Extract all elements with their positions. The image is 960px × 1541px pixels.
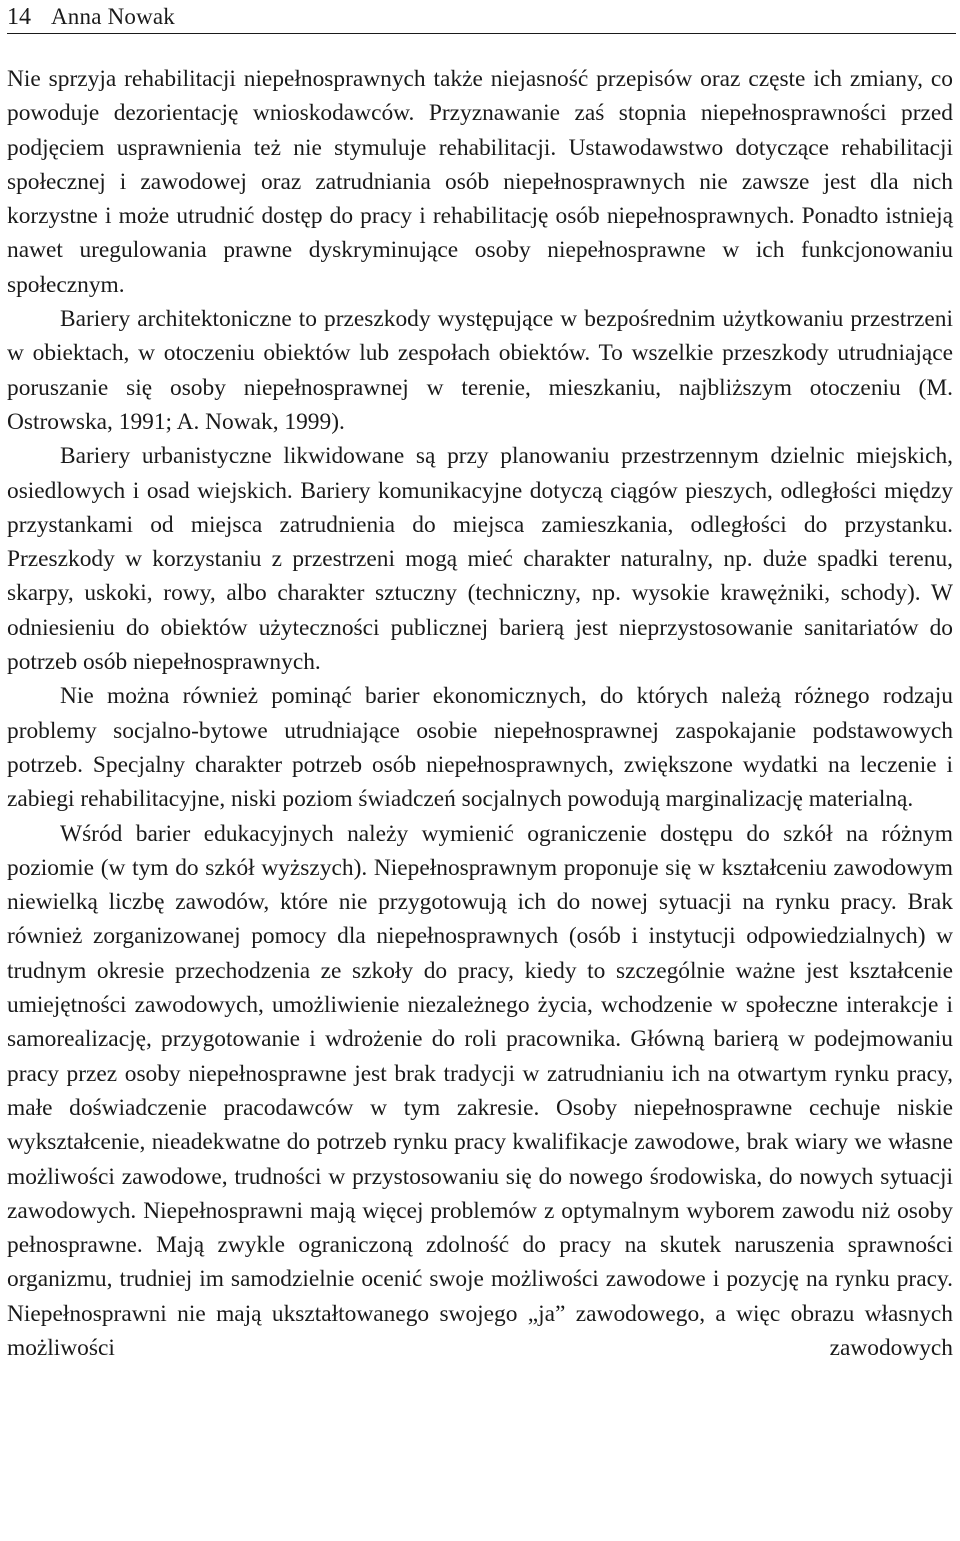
body-text: [7, 62, 953, 1365]
paragraph: Nie sprzyja rehabilitacji niepełnosprawnych także niejasność przepisów oraz częste ich zmiany, co powoduje dezorientację wnioskodawców. Przyznawanie zaś stopnia niepełnosprawności przed podjęciem usprawnienia też nie stymuluje rehabilitacji. Ustawodawstwo dotyczące rehabilitacji społecznej i zawodowej oraz zatrudniania osób niepełnosprawnych nie zawsze jest dla nich korzystne i może utrudnić dostęp do pracy i rehabilitację osób niepełnosprawnych. Ponadto istnieją nawet uregulowania prawne dyskryminujące osoby niepełnosprawne w ich funkcjonowaniu społecznym.: [7, 66, 953, 298]
running-header: [7, 0, 956, 34]
paragraph: Bariery architektoniczne to przeszkody występujące w bezpośrednim użytkowaniu przestrzeni w obiektach, w otoczeniu obiektów lub zespołach obiektów. To wszelkie przeszkody utrudniające poruszanie się osoby niepełnosprawnej w terenie, mieszkaniu, najbliższym otoczeniu (M. Ostrowska, 1991; A. Nowak, 1999).: [7, 306, 953, 435]
page-number: 14: [7, 4, 31, 30]
paragraph: Nie można również pominąć barier ekonomicznych, do których należą różnego rodzaju problemy socjalno-bytowe utrudniające osobie niepełnosprawnej zaspokajanie podstawowych potrzeb. Specjalny charakter potrzeb osób niepełnosprawnych, zwiększone wydatki na leczenie i zabiegi rehabilitacyjne, niski poziom świadczeń socjalnych powodują marginalizację materialną.: [7, 683, 953, 813]
paragraph: Bariery urbanistyczne likwidowane są przy planowaniu przestrzennym dzielnic miejskich, osiedlowych i osad wiejskich. Bariery komunikacyjne dotyczą ciągów pieszych, odległości między przystankami od miejsca zatrudnienia do miejsca zamieszkania, odległości do przystanku. Przeszkody w korzystaniu z przestrzeni mogą mieć charakter naturalny, np. duże spadki terenu, skarpy, uskoki, rowy, albo charakter sztuczny (techniczny, np. wysokie krawężniki, schody). W odniesieniu do obiektów użyteczności publicznej barierą jest nieprzystosowanie sanitariatów do potrzeb osób niepełnosprawnych.: [7, 443, 953, 676]
running-head-author: Anna Nowak: [51, 4, 175, 29]
paragraph: Wśród barier edukacyjnych należy wymienić ograniczenie dostępu do szkół na różnym poziomie (w tym do szkół wyższych). Niepełnosprawnym proponuje się w kształceniu zawodowym niewielką liczbę zawodów, które nie przygotowują ich do nowej sytuacji na rynku pracy. Brak również zorganizowanej pomocy dla niepełnosprawnych (osób i instytucji odpowiedzialnych) w trudnym okresie przechodzenia ze szkoły do pracy, kiedy to szczególnie ważne jest kształcenie umiejętności zawodowych, umożliwienie niezależnego życia, wchodzenie w społeczne interakcje i samorealizację, przygotowanie i wdrożenie do roli pracownika. Główną barierą w podejmowaniu pracy przez osoby niepełnosprawne jest brak tradycji w zatrudnianiu ich na otwartym rynku pracy, małe doświadczenie pracodawców w tym zakresie. Osoby niepełnosprawne cechuje niskie wykształcenie, nieadekwatne do potrzeb rynku pracy kwalifikacje zawodowe, brak wiary we własne możliwości zawodowe, trudności w przystosowaniu się do nowego środowiska, do nowych sytuacji zawodowych. Niepełnosprawni mają więcej problemów z optymalnym wyborem zawodu niż osoby pełnosprawne. Mają zwykle ograniczoną zdolność do pracy na skutek naruszenia sprawności organizmu, trudniej im samodzielnie ocenić swoje możliwości zawodowe i pozycję na rynku pracy. Niepełnosprawni nie mają ukształtowanego swojego „ja” zawodowego, a więc obrazu własnych możliwości zawodowych: [7, 820, 953, 1361]
